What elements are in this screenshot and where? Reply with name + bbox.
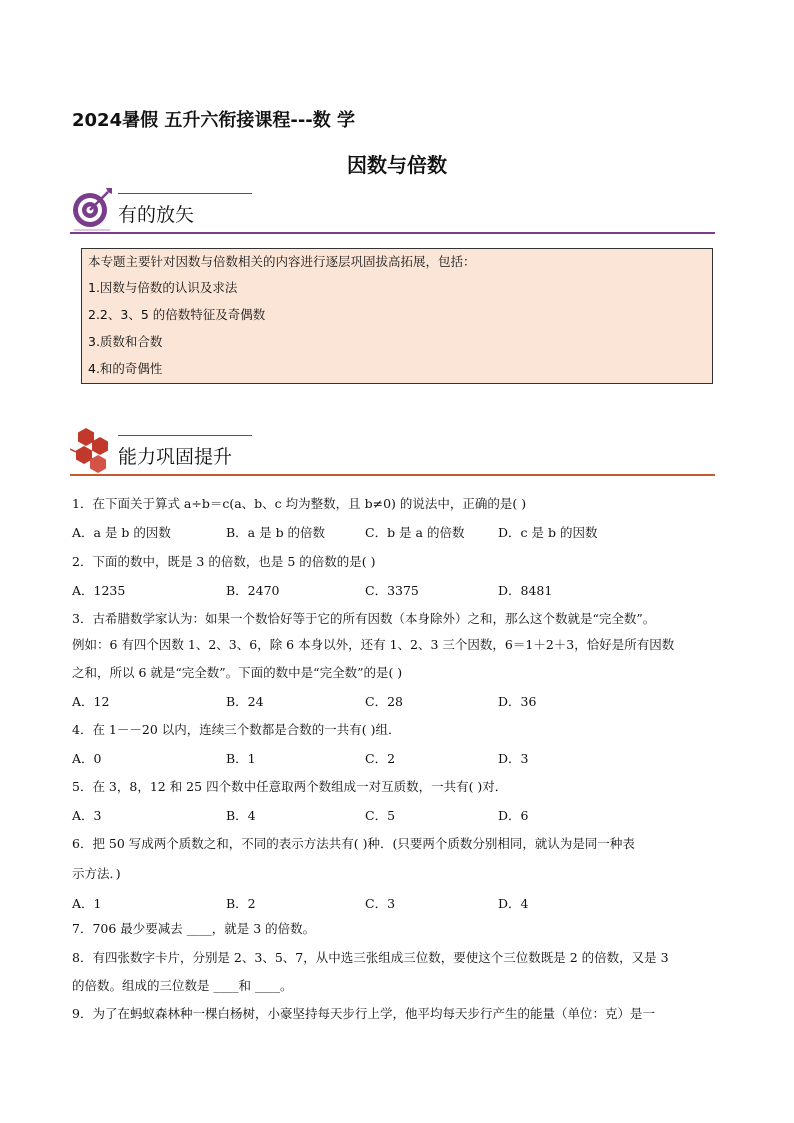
section-goals-header (70, 192, 715, 242)
question-3-line: 3．古希腊数学家认为：如果一个数恰好等于它的所有因数（本身除外）之和，那么这个数就是“完全数”。 (72, 611, 656, 626)
option-b: B．2 (226, 896, 256, 911)
option-d: D．4 (498, 896, 529, 911)
section-practice-header (70, 434, 715, 484)
section-goals-topline (118, 193, 252, 194)
question-2: 2．下面的数中，既是 3 的倍数，也是 5 的倍数的是( ) (72, 554, 376, 569)
option-b: B．4 (226, 808, 256, 823)
question-7: 7．706 最少要减去 ____，就是 3 的倍数。 (72, 921, 316, 936)
option-d: D．3 (498, 751, 529, 766)
option-b: B．1 (226, 751, 256, 766)
question-3-line: 之和，所以 6 就是“完全数”。下面的数中是“完全数”的是( ) (72, 665, 403, 680)
course-title: 2024暑假 五升六衔接课程---数 学 (72, 110, 356, 131)
option-a: A．a 是 b 的因数 (72, 525, 171, 540)
question-4: 4．在 1－－20 以内，连续三个数都是合数的一共有( )组． (72, 722, 401, 737)
option-c: C．b 是 a 的倍数 (365, 525, 465, 540)
option-a: A．3 (72, 808, 102, 823)
section-practice-rule (70, 474, 715, 476)
question-5: 5．在 3，8，12 和 25 四个数中任意取两个数组成一对互质数，一共有( )对． (72, 779, 508, 794)
option-b: B．24 (226, 694, 264, 709)
section-practice-heading: 能力巩固提升 (118, 446, 233, 468)
option-c: C．2 (365, 751, 396, 766)
question-1: 1．在下面关于算式 a÷b＝c(a、b、c 均为整数，且 b≠0) 的说法中，正确的是( ) (72, 496, 527, 511)
option-c: C．3 (365, 896, 396, 911)
option-b: B．2470 (226, 583, 280, 598)
section-practice-topline (118, 435, 252, 436)
option-c: C．28 (365, 694, 403, 709)
option-a: A．12 (72, 694, 110, 709)
section-goals-rule (70, 232, 715, 234)
option-d: D．6 (498, 808, 529, 823)
goals-item: 3.质数和合数 (88, 334, 163, 349)
section-goals-heading: 有的放矢 (118, 204, 195, 226)
goals-intro: 本专题主要针对因数与倍数相关的内容进行逐层巩固拔高拓展，包括： (88, 254, 476, 269)
option-a: A．1235 (72, 583, 126, 598)
goals-item: 4.和的奇偶性 (88, 361, 163, 376)
page-title: 因数与倍数 (347, 153, 447, 177)
option-c: C．5 (365, 808, 396, 823)
hexagon-cluster-icon (70, 428, 116, 478)
option-a: A．0 (72, 751, 102, 766)
question-6-line: 示方法．) (72, 866, 121, 881)
target-icon (70, 186, 116, 236)
option-b: B．a 是 b 的倍数 (226, 525, 326, 540)
question-8-line: 8．有四张数字卡片，分别是 2、3、5、7，从中选三张组成三位数，要使这个三位数既是 2 的倍数，又是 3 (72, 950, 669, 965)
goals-item: 1.因数与倍数的认识及求法 (88, 280, 238, 295)
goals-box (81, 248, 713, 384)
question-9: 9．为了在蚂蚁森林种一棵白杨树，小豪坚持每天步行上学，他平均每天步行产生的能量（单位：克）是一 (72, 1006, 655, 1021)
option-d: D．36 (498, 694, 537, 709)
option-d: D．c 是 b 的因数 (498, 525, 598, 540)
question-6-line: 6．把 50 写成两个质数之和，不同的表示方法共有( )种．(只要两个质数分别相同，就认为是同一种表 (72, 836, 635, 851)
question-8-line: 的倍数。组成的三位数是 ____和 ____。 (72, 978, 293, 993)
goals-item: 2.2、3、5 的倍数特征及奇偶数 (88, 307, 266, 322)
option-c: C．3375 (365, 583, 419, 598)
option-d: D．8481 (498, 583, 553, 598)
option-a: A．1 (72, 896, 102, 911)
question-3-line: 例如：6 有四个因数 1、2、3、6，除 6 本身以外，还有 1、2、3 三个因数，6＝1＋2＋3，恰好是所有因数 (72, 637, 675, 652)
